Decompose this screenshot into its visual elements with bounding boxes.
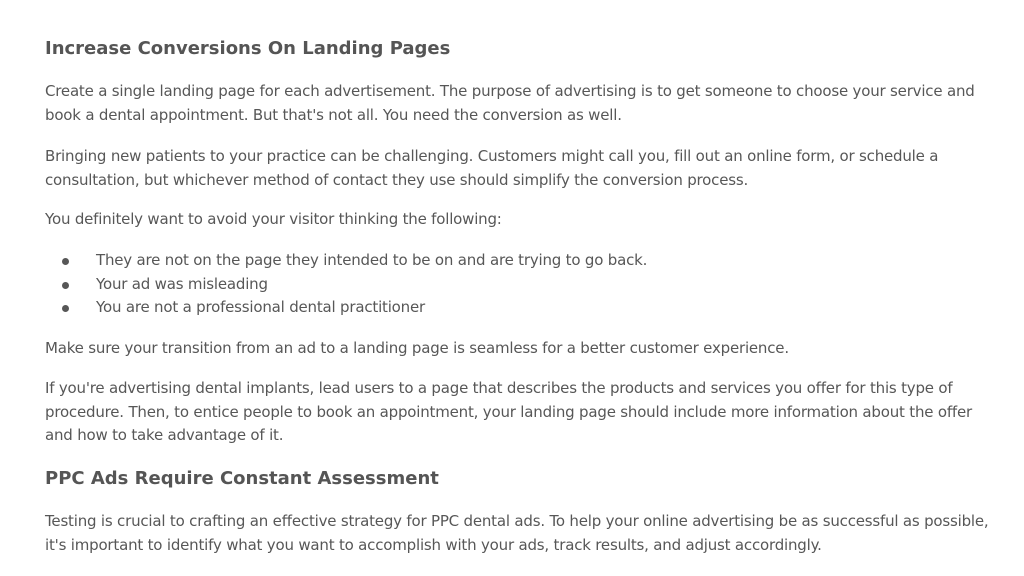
paragraph-new-patients: Bringing new patients to your practice can be challenging. Customers might call you, fill out an online form, or schedule a consultation, but whichever method of contact they use should simplify the conversion process. <box>45 147 939 189</box>
paragraph-avoid-intro: You definitely want to avoid your visitor thinking the following: <box>45 210 502 228</box>
bullet-dot-icon <box>62 258 69 265</box>
bullet-dot-icon <box>62 305 69 312</box>
list-item-text: They are not on the page they intended to be on and are trying to go back. <box>96 251 648 269</box>
paragraph-testing: Testing is crucial to crafting an effective strategy for PPC dental ads. To help your online advertising be as successful as possible, it's important to identify what you want to accomplish with your ads, track results, and adjust accordingly. <box>45 512 989 554</box>
list-item <box>45 249 965 273</box>
list-item-text: Your ad was misleading <box>96 274 268 293</box>
section-heading-ppc-assessment: PPC Ads Require Constant Assessment <box>45 468 439 489</box>
paragraph-landing-page-purpose: Create a single landing page for each advertisement. The purpose of advertising is to get someone to choose your service and book a dental appointment. But that's not all. You need the conversion as well. <box>45 82 975 124</box>
paragraph-dental-implants: If you're advertising dental implants, lead users to a page that describes the products and services you offer for this type of procedure. Then, to entice people to book an appointment, your landing page should include more information about the offer and how to take advantage of it. <box>45 379 972 444</box>
paragraph-seamless-transition: Make sure your transition from an ad to a landing page is seamless for a better customer experience. <box>45 339 789 357</box>
bullet-list <box>45 249 965 320</box>
list-item <box>45 296 965 320</box>
section-heading-landing-pages: Increase Conversions On Landing Pages <box>45 38 451 59</box>
list-item-text: You are not a professional dental practitioner <box>96 298 425 316</box>
list-item <box>45 273 965 297</box>
bullet-dot-icon <box>62 282 69 289</box>
